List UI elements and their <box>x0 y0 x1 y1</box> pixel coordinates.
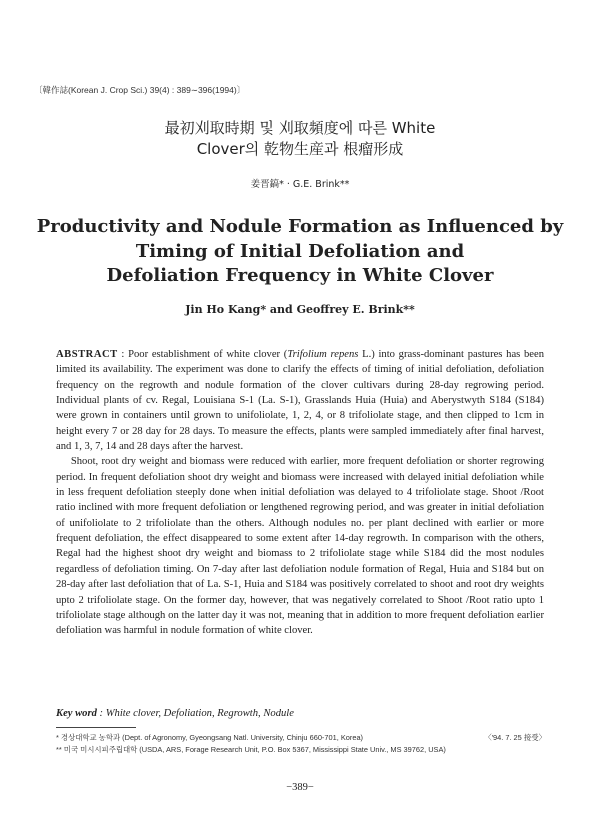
english-title-line-3: Defoliation Frequency in White Clover <box>106 265 494 286</box>
footnote-divider <box>56 727 136 728</box>
page-number: −389− <box>286 782 314 793</box>
footnotes <box>56 732 546 756</box>
abstract-separator: : <box>117 349 129 360</box>
received-date: 〈'94. 7. 25 接受〉 <box>484 733 546 742</box>
footnote-1-text: * 경상대학교 농학과 (Dept. of Agronomy, Gyeongsang Natl. University, Chinju 660-701, Korea) <box>56 733 364 742</box>
abstract-p1-post: L.) into grass-dominant pastures has been limited its availability. The experiment was done to clarify the effects of timing of initial defoliation, defoliation frequency on the regrowth and nodule formation of the clover cultivars during 28-day regrowing period. Individual plants of cv. Regal, Louisiana S-1 (La. S-1), Grasslands Huia (Huia) and Aberystwyth S184 (S184) were grown in containers until grown to unifoliolate, 1, 2, 4, or 8 trifoliolate stage, and then clipped to 1cm in height every 7 or 28 day for 28 days. To measure the effects, plants were sampled immediately after final harvest, and 1, 3, 7, 14 and 28 days after the harvest. <box>56 349 544 453</box>
journal-citation: 〔韓作誌(Korean J. Crop Sci.) 39(4) : 389∼396(1994)〕 <box>34 85 246 95</box>
abstract-paragraph-2: Shoot, root dry weight and biomass were reduced with earlier, more frequent defoliation or shorter regrowing period. In frequent defoliation shoot dry weight and biomass were increased with delayed initial defoliation while in less frequent defoliation steeply done when initial defoliation was delayed to 4 trifoliolate stage. Shoot /Root ratio inclined with more frequent defoliation or lengthened regrowing period, and was greater in initial defoliation of unifoliolate to 2 trifoliolate than the others. Although nodules no. per plant declined with earlier or more frequent defoliation, the effect disappeared to some extent after 14-day regrowth. In comparison with the others, Regal had the highest shoot dry weight and biomass to 2 trifoliolate stage while S184 did the most nodules regardless of defoliation timing. On 7-day after last defoliation nodule formation of Regal, Huia and S184 but on 28-day after last defoliation that of La. S-1, Huia and S184 was positively correlated to shoot and root dry weights upto 2 trifoliolate stage. On the former day, however, that was negatively correlated to Shoot /Root ratio upto 1 trifoliolate stage although on the latter day it was not, meaning that in addition to more frequent defoliation earlier defoliation was harmful in nodule formation of white clover. <box>56 456 544 637</box>
abstract <box>56 347 544 639</box>
english-title-line-1: Productivity and Nodule Formation as Influenced by <box>36 216 564 237</box>
english-authors: Jin Ho Kang* and Geoffrey E. Brink** <box>185 303 415 316</box>
korean-title-line-2: Clover의 乾物生産과 根瘤形成 <box>196 140 404 158</box>
keywords-heading: Key word <box>56 708 97 719</box>
english-title <box>0 215 600 289</box>
abstract-paragraph-1 <box>56 347 544 454</box>
korean-title <box>0 118 600 160</box>
keywords <box>56 708 544 719</box>
english-title-line-2: Timing of Initial Defoliation and <box>135 240 465 262</box>
keywords-separator: : <box>96 708 106 719</box>
footnote-1 <box>56 732 546 744</box>
abstract-p1-pre: Poor establishment of white clover ( <box>128 349 288 360</box>
keywords-text: White clover, Defoliation, Regrowth, Nodule <box>105 708 294 719</box>
korean-title-line-1: 最初刈取時期 및 刈取頻度에 따른 White <box>164 119 436 137</box>
abstract-heading: ABSTRACT <box>56 349 118 360</box>
footnote-2: ** 미국 미시시피주립대학 (USDA, ARS, Forage Research Unit, P.O. Box 5367, Mississippi State Univ., MS 39762, USA) <box>56 745 446 754</box>
species-name: Trifolium repens <box>287 349 359 360</box>
korean-authors: 姜晋鎬* · G.E. Brink** <box>250 179 350 190</box>
